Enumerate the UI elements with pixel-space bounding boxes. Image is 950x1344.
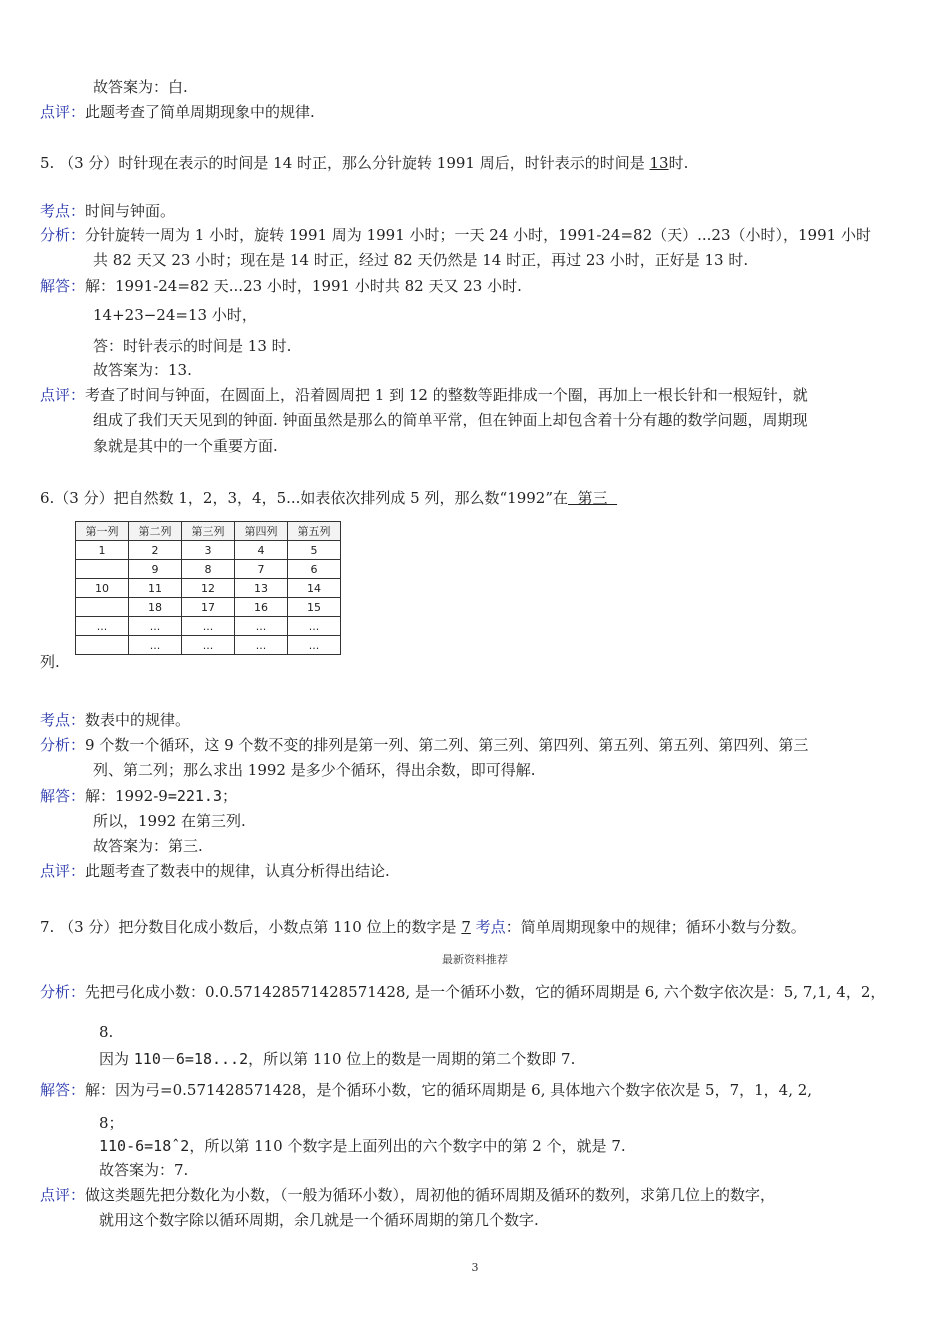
solution-line-1: 解：1991-24=82 天...23 小时，1991 小时共 82 天又 23 小时. xyxy=(85,277,522,295)
q6-stem xyxy=(40,488,617,508)
table-cell: 16 xyxy=(235,598,288,617)
comment-text: 此题考查了数表中的规律，认真分析得出结论. xyxy=(85,862,390,880)
table-cell xyxy=(76,636,129,655)
topic-text: 数表中的规律。 xyxy=(85,711,191,729)
table-cell xyxy=(76,598,129,617)
table-cell: ... xyxy=(182,617,235,636)
q5-answer: 13 xyxy=(649,154,669,172)
comment-line-1: 做这类题先把分数化为小数，（一般为循环小数），周初他的循环周期及循环的数列，求第几位上的数字， xyxy=(85,1186,776,1204)
solution-label: 解答： xyxy=(40,1081,86,1099)
q5-stem-text: 5. （3 分）时针现在表示的时间是 14 时正，那么分针旋转 1991 周后，时针表示的时间是 xyxy=(40,154,645,172)
solution-line-3a: 110-6=18ˆ2 xyxy=(99,1137,190,1155)
solution-line-1a: 解：1992-9 xyxy=(85,787,168,805)
table-row xyxy=(76,617,341,636)
table-cell: 3 xyxy=(182,541,235,560)
analysis-line-3b: 110－6=18...2 xyxy=(133,1050,249,1068)
q7-solution-line-3 xyxy=(99,1136,626,1156)
q5-analysis-line-2: 共 82 天又 23 小时；现在是 14 时正，经过 82 天仍然是 14 时正，再过 23 小时，正好是 13 时. xyxy=(93,251,749,269)
analysis-label: 分析： xyxy=(40,736,86,754)
q5-topic xyxy=(40,201,175,221)
comment-label: 点评： xyxy=(40,862,86,880)
q7-analysis-line-2: 8. xyxy=(99,1023,114,1041)
q5-analysis xyxy=(40,225,871,245)
q7-solution-line-2: 8； xyxy=(99,1114,124,1132)
q6-solution-line-3: 故答案为：第三. xyxy=(93,837,203,855)
page-banner: 最新资料推荐 xyxy=(442,953,508,966)
solution-label: 解答： xyxy=(40,787,86,805)
q5-solution-line-4: 故答案为：13. xyxy=(93,361,192,379)
table-cell: 8 xyxy=(182,560,235,579)
analysis-label: 分析： xyxy=(40,983,86,1001)
table-header-cell: 第四列 xyxy=(235,522,288,541)
analysis-line-3a: 因为 xyxy=(99,1050,134,1068)
table-row xyxy=(76,598,341,617)
table-cell: 17 xyxy=(182,598,235,617)
table-cell: 10 xyxy=(76,579,129,598)
q6-comment xyxy=(40,861,390,881)
q5-solution-line-2: 14+23−24=13 小时， xyxy=(93,306,257,324)
table-cell: ... xyxy=(76,617,129,636)
table-header-cell: 第五列 xyxy=(288,522,341,541)
table-header-row xyxy=(76,522,341,541)
solution-line-3b: ，所以第 110 个数字是上面列出的六个数字中的第 2 个，就是 7. xyxy=(189,1137,626,1155)
table-cell: 11 xyxy=(129,579,182,598)
analysis-line-3c: ，所以第 110 位上的数是一周期的第二个数即 7. xyxy=(248,1050,576,1068)
topic-text: 时间与钟面。 xyxy=(85,202,176,220)
solution-label: 解答： xyxy=(40,277,86,295)
q7-topic-text: ：简单周期现象中的规律；循环小数与分数。 xyxy=(505,918,806,936)
page-number: 3 xyxy=(471,1261,479,1274)
q7-stem-text: 7. （3 分）把分数目化成小数后，小数点第 110 位上的数字是 xyxy=(40,918,457,936)
q5-solution-line-3: 答：时针表示的时间是 13 时. xyxy=(93,337,292,355)
table-cell xyxy=(76,560,129,579)
table-cell: 2 xyxy=(129,541,182,560)
table-cell: ... xyxy=(129,636,182,655)
q7-comment xyxy=(40,1185,775,1205)
table-header-cell: 第一列 xyxy=(76,522,129,541)
table-header-cell: 第三列 xyxy=(182,522,235,541)
table-cell: 5 xyxy=(288,541,341,560)
table-cell: 7 xyxy=(235,560,288,579)
comment-line-1: 考查了时间与钟面，在圆面上，沿着圆周把 1 到 12 的整数等距排成一个圈，再加上一根长针和一根短针，就 xyxy=(85,386,808,404)
table-cell: 15 xyxy=(288,598,341,617)
q5-comment-line-2: 组成了我们天天见到的钟面. 钟面虽然是那么的简单平常，但在钟面上却包含着十分有趣的数学问题，周期现 xyxy=(93,411,808,429)
table-cell: 13 xyxy=(235,579,288,598)
q6-topic xyxy=(40,710,190,730)
q5-stem-tail: 时. xyxy=(668,154,689,172)
table-cell: ... xyxy=(235,636,288,655)
solution-line-1c: ； xyxy=(222,787,238,805)
table-cell: ... xyxy=(182,636,235,655)
q5-solution xyxy=(40,276,522,296)
analysis-line-1: 分针旋转一周为 1 小时，旋转 1991 周为 1991 小时；一天 24 小时，1991-24=82（天）...23（小时），1991 小时 xyxy=(85,226,871,244)
topic-label: 考点： xyxy=(40,711,86,729)
table-row xyxy=(76,636,341,655)
q6-analysis xyxy=(40,735,808,755)
q6-solution-line-2: 所以，1992 在第三列. xyxy=(93,812,246,830)
comment-label: 点评： xyxy=(40,103,86,121)
table-cell: 1 xyxy=(76,541,129,560)
analysis-line-1: 9 个数一个循环，这 9 个数不变的排列是第一列、第二列、第三列、第四列、第五列、第五列、第四列、第三 xyxy=(85,736,809,754)
table-cell: ... xyxy=(288,636,341,655)
comment-label: 点评： xyxy=(40,386,86,404)
table-row xyxy=(76,579,341,598)
table-cell: 6 xyxy=(288,560,341,579)
q6-solution xyxy=(40,786,237,806)
q7-answer: 7 xyxy=(461,918,471,936)
table-cell: 4 xyxy=(235,541,288,560)
number-table xyxy=(75,521,341,655)
table-cell: ... xyxy=(235,617,288,636)
table-header-cell: 第二列 xyxy=(129,522,182,541)
q6-stem-text: 6.（3 分）把自然数 1，2，3，4，5...如表依次排列成 5 列，那么数“1992”在 xyxy=(40,489,569,507)
table-cell: 9 xyxy=(129,560,182,579)
comment-text: 此题考查了简单周期现象中的规律. xyxy=(85,103,315,121)
q7-analysis-line-3 xyxy=(99,1049,575,1069)
table-cell: 14 xyxy=(288,579,341,598)
table-row xyxy=(76,560,341,579)
solution-line-1b: =221.3 xyxy=(167,787,222,805)
analysis-line-1: 先把弓化成小数：0.0.571428571428571428, 是一个循环小数，它的循环周期是 6, 六个数字依次是：5, 7,1, 4，2， xyxy=(85,983,886,1001)
q5-stem xyxy=(40,153,688,173)
solution-line-1: 解：因为弓=0.571428571428，是个循环小数，它的循环周期是 6, 具体地六个数字依次是 5，7，1，4, 2, xyxy=(85,1081,813,1099)
q7-solution-line-4: 故答案为：7. xyxy=(99,1161,189,1179)
q5-comment-line-3: 象就是其中的一个重要方面. xyxy=(93,437,278,455)
q7-analysis xyxy=(40,982,885,1002)
table-row xyxy=(76,541,341,560)
q7-comment-line-2: 就用这个数字除以循环周期，余几就是一个循环周期的第几个数字. xyxy=(99,1211,539,1229)
table-cell: 12 xyxy=(182,579,235,598)
q6-answer: 第三 xyxy=(568,489,618,507)
q7-topic-label: 考点 xyxy=(475,918,506,936)
q6-stem-tail: 列. xyxy=(40,653,60,671)
q7-stem xyxy=(40,917,806,937)
table-cell: ... xyxy=(288,617,341,636)
comment-label: 点评： xyxy=(40,1186,86,1204)
table-cell: 18 xyxy=(129,598,182,617)
q6-analysis-line-2: 列、第二列；那么求出 1992 是多少个循环，得出余数，即可得解. xyxy=(93,761,536,779)
q4-comment xyxy=(40,102,315,122)
q4-answer-line: 故答案为：白. xyxy=(93,78,188,96)
q5-comment xyxy=(40,385,808,405)
topic-label: 考点： xyxy=(40,202,86,220)
analysis-label: 分析： xyxy=(40,226,86,244)
table-cell: ... xyxy=(129,617,182,636)
q7-solution xyxy=(40,1080,812,1100)
